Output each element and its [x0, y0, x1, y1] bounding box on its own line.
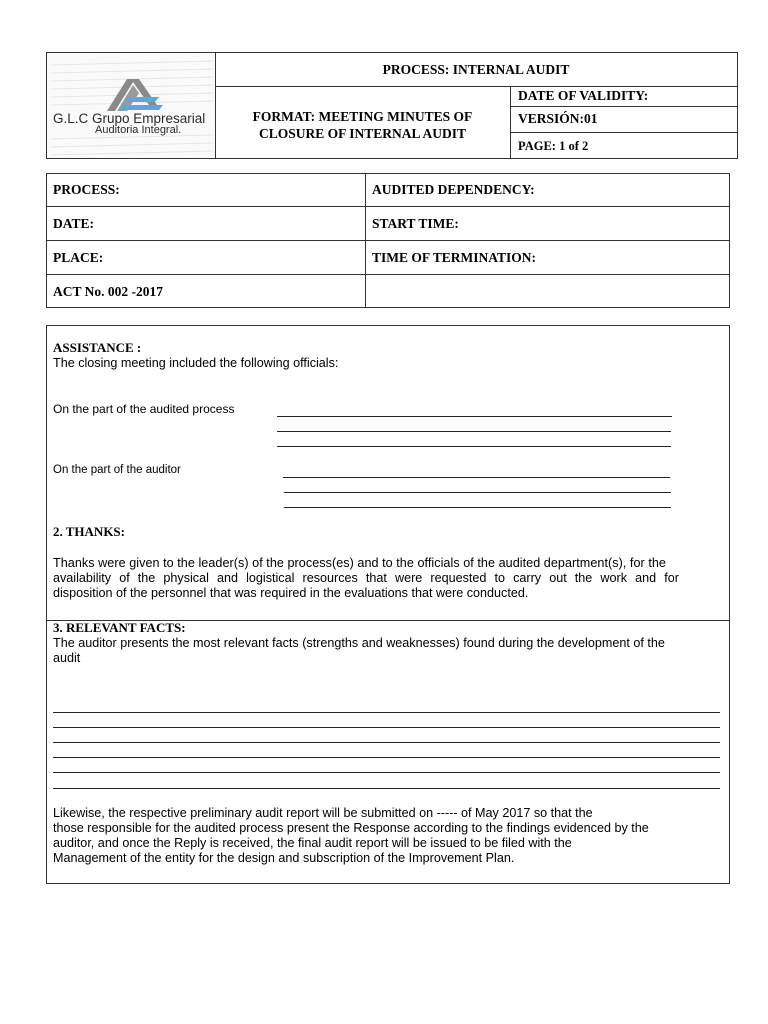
signature-line — [284, 492, 671, 493]
date-field-label: DATE: — [53, 216, 95, 231]
relevant-facts-intro — [53, 636, 725, 666]
thanks-paragraph — [53, 556, 733, 601]
thanks-line: disposition of the personnel that was required in the evaluations that were conducted. — [53, 586, 529, 600]
facts-line: audit — [53, 651, 81, 665]
time-termination-label: TIME OF TERMINATION: — [372, 250, 537, 265]
place-field-label: PLACE: — [53, 250, 104, 265]
auditor-label: On the part of the auditor — [53, 464, 181, 476]
format-title-line1: FORMAT: MEETING MINUTES OF — [252, 109, 473, 124]
closing-line: those responsible for the audited process present the Response according to the findings evidenced by the — [53, 821, 649, 835]
writing-line — [53, 757, 720, 758]
thanks-line: Thanks were given to the leader(s) of the process(es) and to the officials of the audited department(s), for the — [53, 556, 666, 570]
date-of-validity: DATE OF VALIDITY: — [518, 88, 649, 103]
thanks-heading: 2. THANKS: — [53, 524, 125, 539]
writing-line — [53, 742, 720, 743]
writing-line — [53, 788, 720, 789]
company-subtitle: Auditoria Integral. — [95, 124, 182, 136]
page-number: PAGE: 1 of 2 — [518, 139, 589, 153]
relevant-facts-heading: 3. RELEVANT FACTS: — [53, 620, 186, 635]
format-title-line2: CLOSURE OF INTERNAL AUDIT — [259, 126, 466, 141]
act-number: ACT No. 002 -2017 — [53, 284, 164, 299]
company-logo-icon — [47, 53, 216, 159]
format-title — [215, 108, 510, 142]
closing-paragraph — [53, 806, 725, 866]
signature-line — [277, 446, 671, 447]
writing-line — [53, 772, 720, 773]
assistance-heading: ASSISTANCE : — [53, 340, 142, 355]
writing-line — [53, 727, 720, 728]
audited-process-label: On the part of the audited process — [53, 402, 235, 416]
writing-line — [53, 712, 720, 713]
assistance-intro: The closing meeting included the following officials: — [53, 356, 339, 370]
signature-line — [277, 431, 671, 432]
info-table — [46, 173, 730, 308]
signature-line — [284, 507, 671, 508]
thanks-line: availability of the physical and logistical resources that were requested to carry out the work and for — [53, 571, 679, 585]
audited-dependency-label: AUDITED DEPENDENCY: — [372, 182, 535, 197]
signature-line — [283, 477, 670, 478]
process-title: PROCESS: INTERNAL AUDIT — [382, 62, 570, 77]
process-field-label: PROCESS: — [53, 182, 120, 197]
version-label: VERSIÓN:01 — [518, 111, 598, 126]
start-time-label: START TIME: — [372, 216, 459, 231]
company-logo-box — [46, 52, 216, 159]
closing-line: auditor, and once the Reply is received, the final audit report will be issued to be filed with the — [53, 836, 572, 850]
company-name: G.L.C Grupo Empresarial — [53, 111, 206, 126]
closing-line: Likewise, the respective preliminary audit report will be submitted on ----- of May 2017 so that the — [53, 806, 593, 820]
signature-line — [277, 416, 672, 417]
header-info-box — [215, 52, 738, 159]
closing-line: Management of the entity for the design and subscription of the Improvement Plan. — [53, 851, 515, 865]
facts-line: The auditor presents the most relevant facts (strengths and weaknesses) found during the development of the — [53, 636, 665, 650]
